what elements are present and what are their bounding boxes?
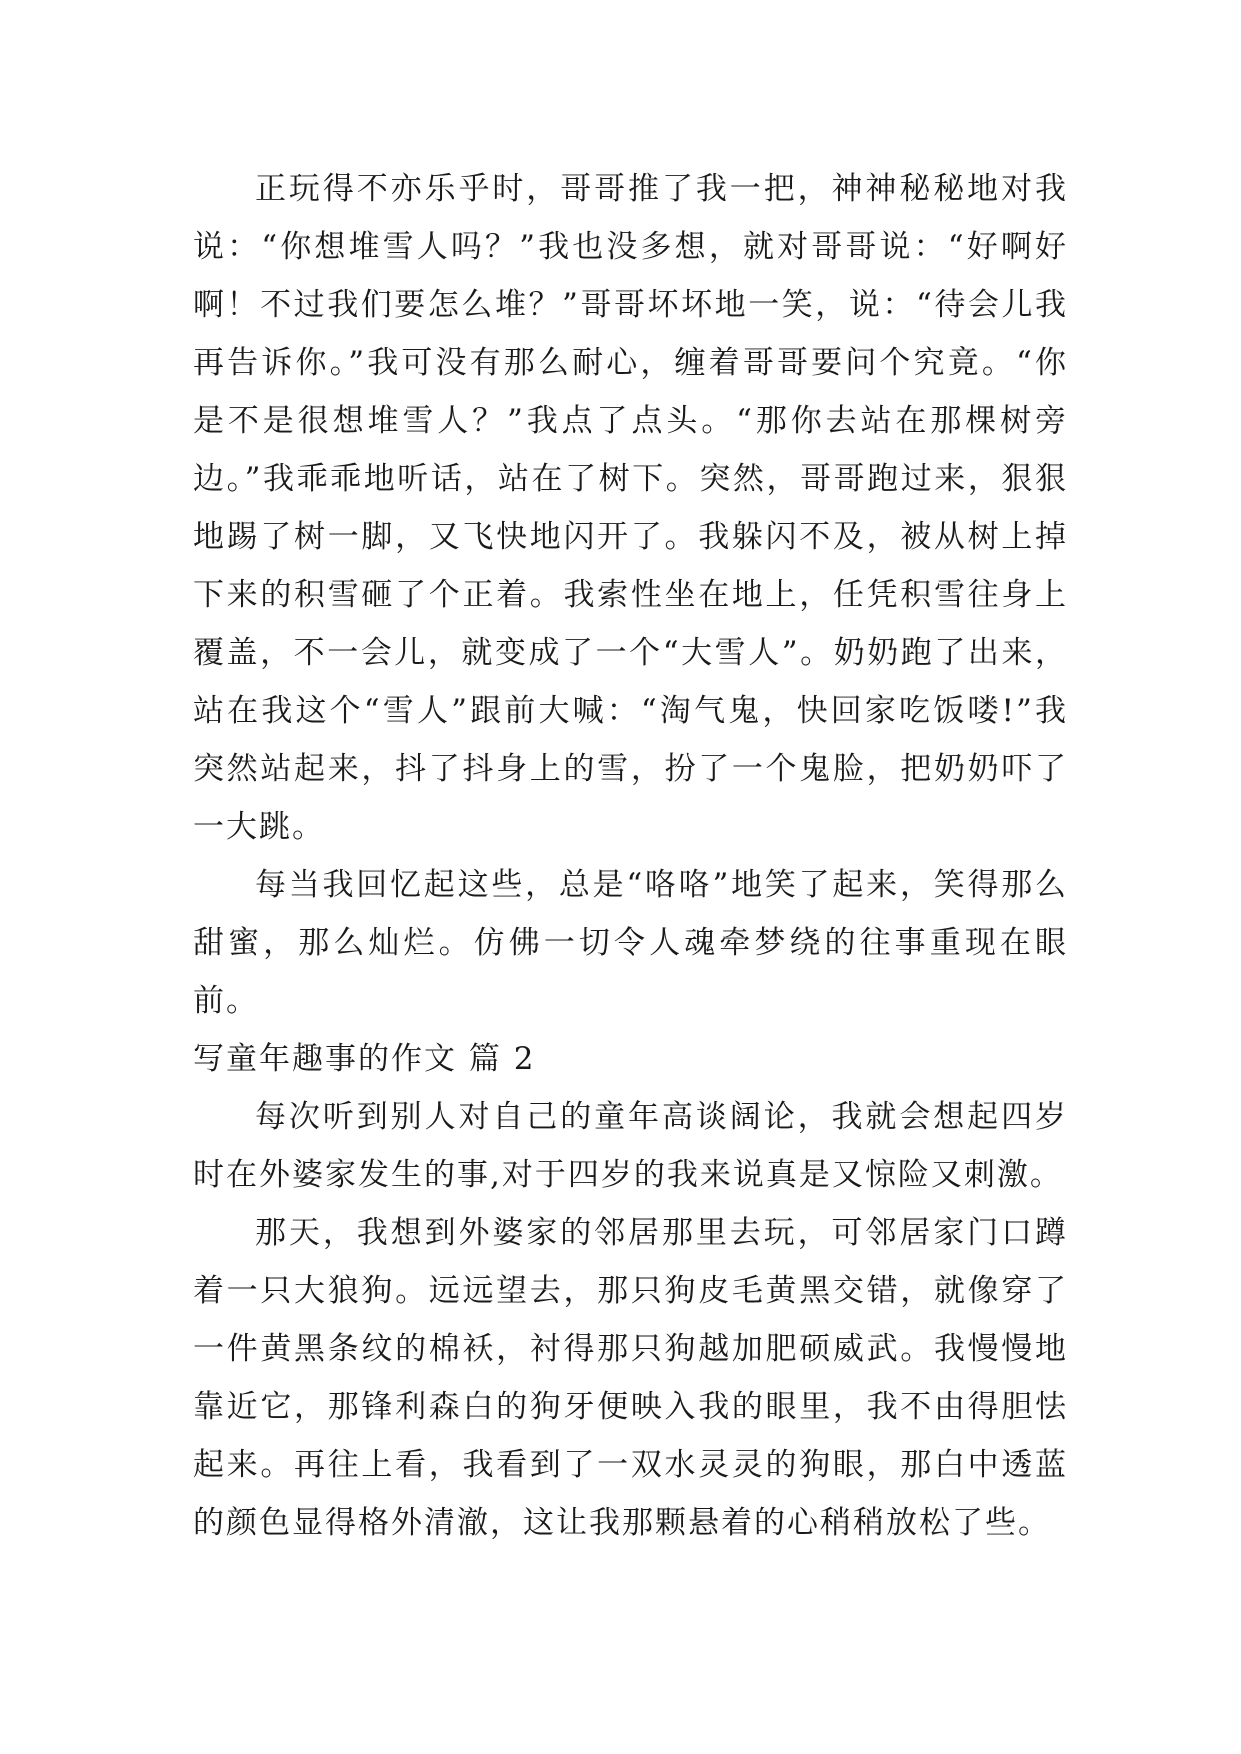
paragraph: 那天，我想到外婆家的邻居那里去玩，可邻居家门口蹲着一只大狼狗。远远望去，那只狗皮毛黄黑交错，就像穿了一件黄黑条纹的棉袄，衬得那只狗越加肥硕威武。我慢慢地靠近它，那锋利森白的狗牙便映入我的眼里，我不由得胆怯起来。再往上看，我看到了一双水灵灵的狗眼，那白中透蓝的颜色显得格外清澈，这让我那颗悬着的心稍稍放松了些。 [193,1215,1068,1541]
document-page [193,160,1068,1552]
paragraph: 每次听到别人对自己的童年高谈阔论，我就会想起四岁时在外婆家发生的事,对于四岁的我来说真是又惊险又刺激。 [193,1099,1068,1193]
section-heading: 写童年趣事的作文 篇 2 [193,1041,536,1077]
paragraph: 每当我回忆起这些，总是“咯咯”地笑了起来，笑得那么甜蜜，那么灿烂。仿佛一切令人魂牵梦绕的往事重现在眼前。 [193,867,1068,1019]
paragraph: 正玩得不亦乐乎时，哥哥推了我一把，神神秘秘地对我说：“你想堆雪人吗？”我也没多想，就对哥哥说：“好啊好啊！不过我们要怎么堆？”哥哥坏坏地一笑，说：“待会儿我再告诉你。”我可没有那么耐心，缠着哥哥要问个究竟。“你是不是很想堆雪人？”我点了点头。“那你去站在那棵树旁边。”我乖乖地听话，站在了树下。突然，哥哥跑过来，狠狠地踢了树一脚，又飞快地闪开了。我躲闪不及，被从树上掉下来的积雪砸了个正着。我索性坐在地上，任凭积雪往身上覆盖，不一会儿，就变成了一个“大雪人”。奶奶跑了出来，站在我这个“雪人”跟前大喊：“淘气鬼，快回家吃饭喽!”我突然站起来，抖了抖身上的雪，扮了一个鬼脸，把奶奶吓了一大跳。 [193,171,1068,845]
